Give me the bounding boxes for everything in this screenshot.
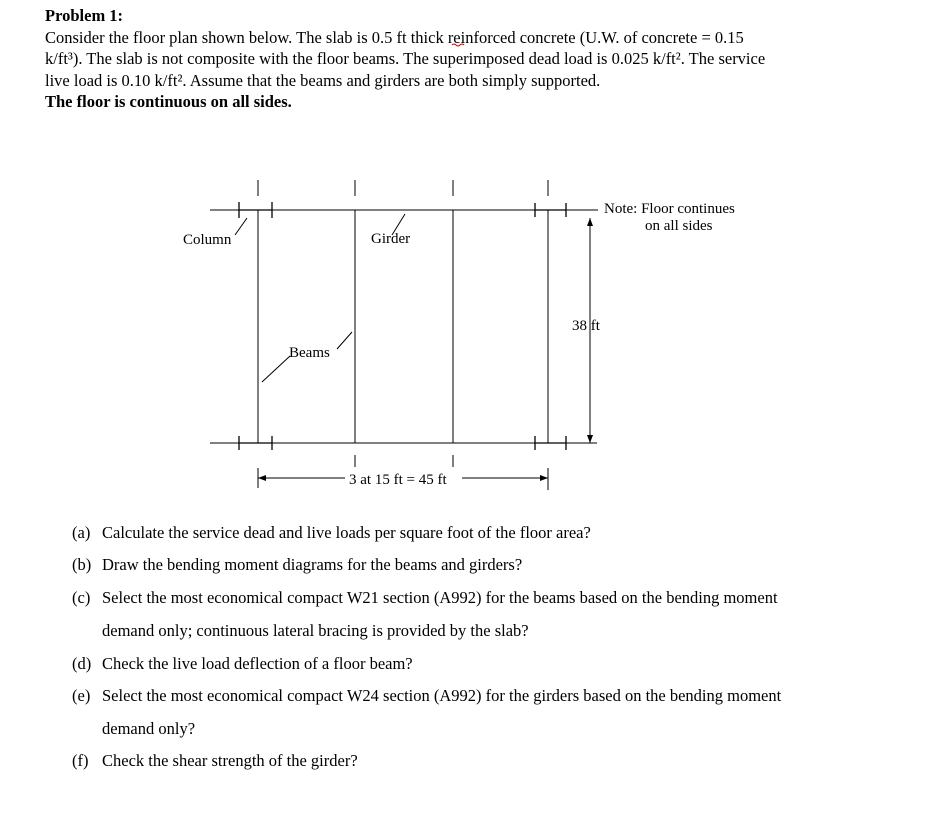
column-leader bbox=[235, 218, 247, 235]
note-line-1: Note: Floor continues bbox=[604, 201, 735, 217]
problem-line-3: live load is 0.10 k/ft². Assume that the beams and girders are both simply supported. bbox=[45, 70, 601, 90]
column-top-left bbox=[239, 202, 272, 218]
question-e bbox=[72, 679, 902, 745]
note-line-2: on all sides bbox=[645, 218, 713, 234]
dim-vertical-label: 38 ft bbox=[572, 318, 600, 334]
dim-vertical-arrow-bottom bbox=[587, 435, 593, 443]
question-c bbox=[72, 581, 902, 647]
problem-line-4: The floor is continuous on all sides. bbox=[45, 92, 292, 111]
spell-underline bbox=[452, 44, 464, 46]
beams-leader-2 bbox=[337, 332, 352, 349]
dim-h-arrow-left bbox=[258, 475, 266, 481]
question-text: Check the shear strength of the girder? bbox=[102, 751, 358, 770]
beams-leader-1 bbox=[262, 356, 290, 382]
question-continuation: demand only? bbox=[102, 719, 196, 738]
column-bottom-right bbox=[535, 436, 566, 450]
dim-horizontal-label: 3 at 15 ft = 45 ft bbox=[349, 472, 447, 488]
question-label: (e) bbox=[72, 686, 91, 705]
girder-label: Girder bbox=[371, 231, 411, 247]
problem-line-1: Consider the floor plan shown below. The slab is 0.5 ft thick reinforced concrete (U.W. of concrete = 0.15 bbox=[45, 27, 744, 47]
question-text: Select the most economical compact W24 section (A992) for the girders based on the bending moment bbox=[102, 686, 782, 705]
question-f bbox=[72, 751, 902, 771]
question-label: (a) bbox=[72, 523, 91, 542]
question-d bbox=[72, 654, 902, 674]
question-label: (b) bbox=[72, 555, 92, 574]
question-text: Check the live load deflection of a floor beam? bbox=[102, 654, 413, 673]
question-text: Calculate the service dead and live loads per square foot of the floor area? bbox=[102, 523, 591, 542]
question-label: (f) bbox=[72, 751, 89, 770]
column-bottom-left bbox=[239, 436, 272, 450]
question-a bbox=[72, 523, 902, 543]
question-b bbox=[72, 555, 902, 575]
beams-label: Beams bbox=[289, 345, 330, 361]
problem-line-2: k/ft³). The slab is not composite with the floor beams. The superimposed dead load is 0.025 k/ft². The service bbox=[45, 49, 766, 68]
question-continuation: demand only; continuous lateral bracing is provided by the slab? bbox=[102, 621, 529, 640]
question-label: (d) bbox=[72, 654, 92, 673]
question-label: (c) bbox=[72, 588, 91, 607]
column-label: Column bbox=[183, 232, 232, 248]
dim-h-arrow-right bbox=[540, 475, 548, 481]
column-top-right bbox=[535, 203, 566, 217]
dim-vertical-arrow-top bbox=[587, 218, 593, 226]
question-text: Select the most economical compact W21 section (A992) for the beams based on the bending moment bbox=[102, 588, 778, 607]
problem-title: Problem 1: bbox=[45, 6, 124, 25]
question-text: Draw the bending moment diagrams for the beams and girders? bbox=[102, 555, 523, 574]
